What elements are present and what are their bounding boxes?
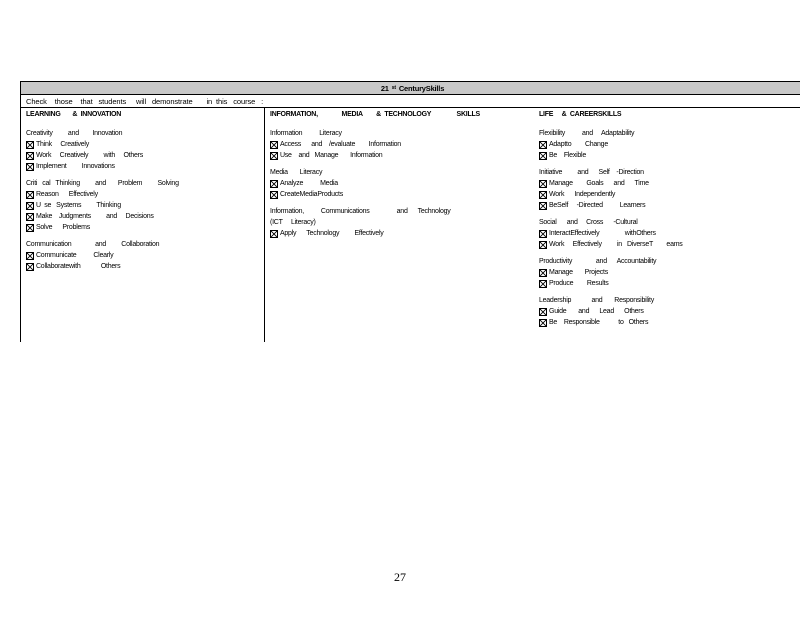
skills-columns xyxy=(21,108,800,342)
skill-item xyxy=(26,161,264,172)
title-superscript: st xyxy=(391,85,396,91)
skill-item xyxy=(539,317,800,328)
skill-label: Collaboratewith Others xyxy=(36,263,121,270)
skill-item xyxy=(270,189,535,200)
group-title: Productivity and Accountability xyxy=(539,258,657,265)
checked-checkbox-icon[interactable] xyxy=(26,163,34,171)
skill-label: Apply Technology Effectively xyxy=(280,230,384,237)
group-title: Criti cal Thinking and Problem Solving xyxy=(26,180,179,187)
checked-checkbox-icon[interactable] xyxy=(539,319,547,327)
group-title: Information Literacy xyxy=(270,130,342,137)
skill-group xyxy=(539,167,800,211)
group-title: Creativity and Innovation xyxy=(26,130,123,137)
skill-item xyxy=(539,267,800,278)
skill-label: CreateMediaProducts xyxy=(280,191,343,198)
group-title: Leadership and Responsibility xyxy=(539,297,654,304)
skill-label: Communicate Clearly xyxy=(36,252,114,259)
skill-item xyxy=(539,200,800,211)
group-title: Information, Communications and Technology xyxy=(270,208,451,215)
table-title-bar xyxy=(21,81,800,95)
skill-item xyxy=(26,261,264,272)
checked-checkbox-icon[interactable] xyxy=(26,202,34,210)
skill-label: InteractEffectively withOthers xyxy=(549,230,656,237)
checked-checkbox-icon[interactable] xyxy=(539,152,547,160)
skill-item xyxy=(26,139,264,150)
skill-item xyxy=(539,189,800,200)
skill-item xyxy=(26,200,264,211)
checked-checkbox-icon[interactable] xyxy=(270,230,278,238)
checked-checkbox-icon[interactable] xyxy=(26,224,34,232)
checked-checkbox-icon[interactable] xyxy=(270,180,278,188)
checked-checkbox-icon[interactable] xyxy=(539,269,547,277)
checked-checkbox-icon[interactable] xyxy=(539,141,547,149)
skill-group xyxy=(539,128,800,161)
title-rest: CenturySkills xyxy=(398,83,445,93)
skill-label: Implement Innovations xyxy=(36,163,115,170)
skill-group xyxy=(539,217,800,250)
checked-checkbox-icon[interactable] xyxy=(26,191,34,199)
skill-item xyxy=(539,178,800,189)
skill-label: Manage Projects xyxy=(549,269,608,276)
checked-checkbox-icon[interactable] xyxy=(539,241,547,249)
checked-checkbox-icon[interactable] xyxy=(26,263,34,271)
skill-label: BeSelf -Directed Learners xyxy=(549,202,646,209)
skill-group xyxy=(270,128,535,161)
skill-item xyxy=(539,278,800,289)
skill-item xyxy=(26,189,264,200)
column-information-media-technology xyxy=(265,108,535,342)
column-life-career xyxy=(535,108,800,342)
checked-checkbox-icon[interactable] xyxy=(26,213,34,221)
instruction-row xyxy=(21,95,800,108)
column-heading: LEARNING & INNOVATION xyxy=(26,111,122,118)
skill-label: Work Creatively with Others xyxy=(36,152,143,159)
skill-label: Produce Results xyxy=(549,280,609,287)
skill-item xyxy=(539,139,800,150)
skill-item xyxy=(539,150,800,161)
checked-checkbox-icon[interactable] xyxy=(270,152,278,160)
skill-group xyxy=(26,178,264,233)
group-title: Social and Cross -Cultural xyxy=(539,219,638,226)
page-number: 27 xyxy=(394,570,406,584)
skill-item xyxy=(270,178,535,189)
skill-label: Make Judgments and Decisions xyxy=(36,213,154,220)
checked-checkbox-icon[interactable] xyxy=(270,141,278,149)
skill-label: Manage Goals and Time xyxy=(549,180,649,187)
skill-label: Use and Manage Information xyxy=(280,152,383,159)
title-prefix: 21 xyxy=(380,83,389,93)
skill-label: Analyze Media xyxy=(280,180,338,187)
skill-item xyxy=(270,150,535,161)
checked-checkbox-icon[interactable] xyxy=(539,180,547,188)
skill-label: Reason Effectively xyxy=(36,191,98,198)
skill-label: Solve Problems xyxy=(36,224,90,231)
checked-checkbox-icon[interactable] xyxy=(539,191,547,199)
group-title: Flexibility and Adaptability xyxy=(539,130,635,137)
column-learning-innovation xyxy=(21,108,265,342)
skill-label: Access and /evaluate Information xyxy=(280,141,401,148)
column-heading: INFORMATION, MEDIA & TECHNOLOGY SKILLS xyxy=(270,111,480,118)
skill-group xyxy=(26,128,264,172)
skill-group xyxy=(270,206,535,239)
skill-group xyxy=(539,295,800,328)
checked-checkbox-icon[interactable] xyxy=(26,252,34,260)
skill-item xyxy=(270,139,535,150)
group-title: Initiative and Self -Direction xyxy=(539,169,644,176)
skill-label: Guide and Lead Others xyxy=(549,308,644,315)
skill-group xyxy=(270,167,535,200)
skill-item xyxy=(26,211,264,222)
skill-group xyxy=(539,256,800,289)
skill-label: U se Systems Thinking xyxy=(36,202,121,209)
skills-table xyxy=(20,81,800,342)
skill-item xyxy=(539,228,800,239)
checked-checkbox-icon[interactable] xyxy=(26,141,34,149)
checked-checkbox-icon[interactable] xyxy=(26,152,34,160)
skill-item xyxy=(26,222,264,233)
checked-checkbox-icon[interactable] xyxy=(539,308,547,316)
group-title: Media Literacy xyxy=(270,169,323,176)
skill-group xyxy=(26,239,264,272)
skill-label: Work Effectively in DiverseT eams xyxy=(549,241,683,248)
skill-label: Be Responsible to Others xyxy=(549,319,649,326)
checked-checkbox-icon[interactable] xyxy=(539,202,547,210)
column-heading: LIFE & CAREERSKILLS xyxy=(539,111,622,118)
skill-item xyxy=(26,250,264,261)
skill-label: Work Independently xyxy=(549,191,616,198)
instruction-text: Check those that students will demonstrate in this course : xyxy=(26,96,264,106)
group-title-line2: (ICT Literacy) xyxy=(270,219,316,226)
checked-checkbox-icon[interactable] xyxy=(539,230,547,238)
group-title: Communication and Collaboration xyxy=(26,241,160,248)
checked-checkbox-icon[interactable] xyxy=(270,191,278,199)
skill-label: Adaptto Change xyxy=(549,141,608,148)
skill-label: Think Creatively xyxy=(36,141,89,148)
skill-item xyxy=(539,306,800,317)
skill-item xyxy=(539,239,800,250)
skill-item xyxy=(270,228,535,239)
skill-label: Be Flexible xyxy=(549,152,586,159)
skill-item xyxy=(26,150,264,161)
checked-checkbox-icon[interactable] xyxy=(539,280,547,288)
